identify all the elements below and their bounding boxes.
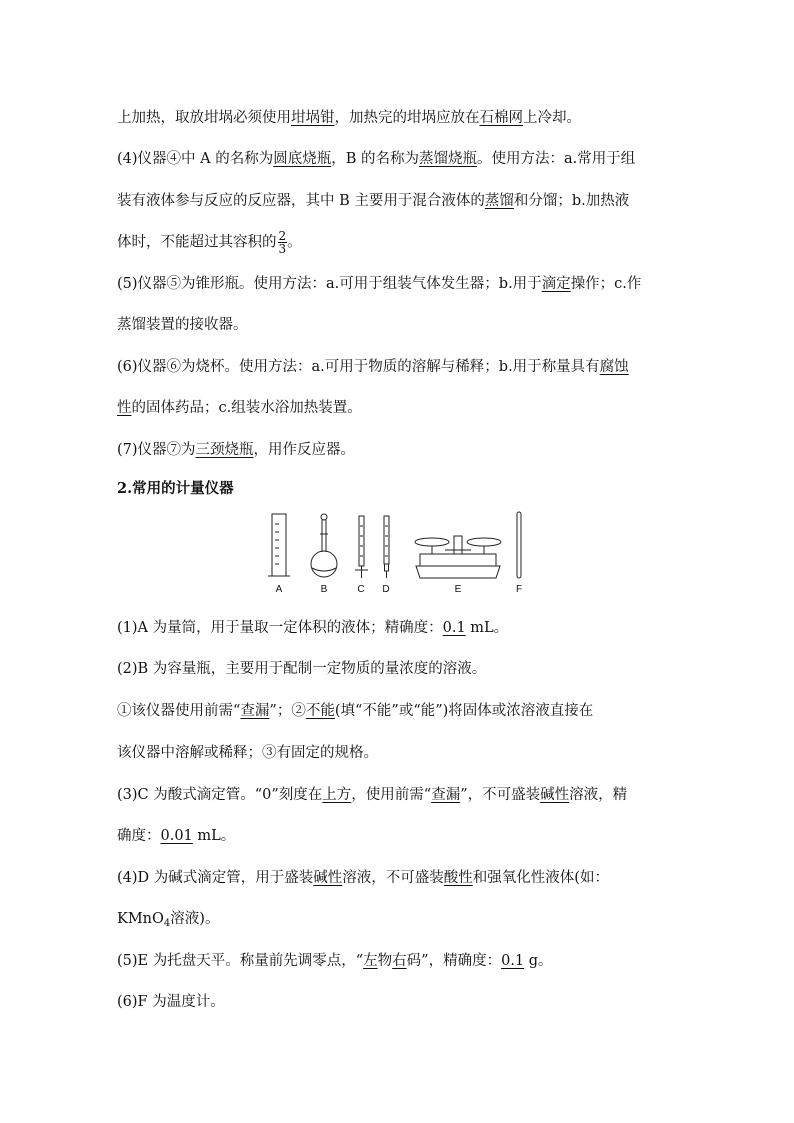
m2b-line2: 该仪器中溶解或稀释；③有固定的规格。 xyxy=(117,745,378,761)
answer-titration: 滴定 xyxy=(541,276,571,292)
item6-line2: 性的固体药品；c.组装水浴加热装置。 xyxy=(117,400,362,416)
answer-burette-precision: 0.01 xyxy=(160,828,193,844)
label-b: B xyxy=(320,584,328,595)
m3-line2: 确度：0.01 mL。 xyxy=(117,828,236,844)
section-heading: 2.常用的计量仪器 xyxy=(117,480,234,497)
acid-burette-drawing xyxy=(355,516,368,578)
answer-leak-check-2: 查漏 xyxy=(431,787,461,803)
answer-corrosive: 腐蚀 xyxy=(599,359,629,375)
m4-line2: KMnO$_4$溶液)。 xyxy=(117,911,220,929)
answer-leak-check: 查漏 xyxy=(240,703,270,719)
answer-round-flask: 圆底烧瓶 xyxy=(273,151,332,167)
answer-alkaline-2: 碱性 xyxy=(313,870,343,886)
m2-line: (2)B 为容量瓶，主要用于配制一定物质的量浓度的溶液。 xyxy=(117,661,487,677)
m3-line1: (3)C 为酸式滴定管。“0”刻度在上方，使用前需“查漏”，不可盛装碱性溶液，精 xyxy=(117,787,628,803)
item4-line1: (4)仪器④中 A 的名称为圆底烧瓶，B 的名称为蒸馏烧瓶。使用方法：a.常用于组 xyxy=(117,151,636,167)
item4-line2: 装有液体参与反应的反应器，其中 B 主要用于混合液体的蒸馏和分馏；b.加热液 xyxy=(117,193,630,209)
m5-line: (5)E 为托盘天平。称量前先调零点，“左物右码”，精确度：0.1 g。 xyxy=(117,953,553,969)
answer-right: 右 xyxy=(392,953,407,969)
answer-distillation: 蒸馏 xyxy=(484,193,514,209)
answer-acidic: 酸性 xyxy=(443,870,473,886)
label-e: E xyxy=(454,584,462,595)
measuring-instruments-figure xyxy=(262,510,532,598)
item5-line1: (5)仪器⑤为锥形瓶。使用方法：a.可用于组装气体发生器；b.用于滴定操作；c.作 xyxy=(117,276,642,292)
label-d: D xyxy=(382,584,390,595)
answer-balance-precision: 0.1 xyxy=(501,953,525,969)
answer-alkaline: 碱性 xyxy=(540,787,570,803)
item6-line1: (6)仪器⑥为烧杯。使用方法：a.可用于物质的溶解与稀释；b.用于称量具有腐蚀 xyxy=(117,359,629,375)
answer-three-neck-flask: 三颈烧瓶 xyxy=(195,442,254,458)
fraction-two-thirds: $\frac{2}{3}$ xyxy=(278,229,287,256)
m4-line1: (4)D 为碱式滴定管，用于盛装碱性溶液，不可盛装酸性和强氧化性液体(如： xyxy=(117,870,609,886)
answer-left: 左 xyxy=(363,953,378,969)
line-heating: 上加热，取放坩埚必须使用坩埚钳，加热完的坩埚应放在石棉网上冷却。 xyxy=(117,110,581,126)
graduated-cylinder-drawing xyxy=(268,514,290,576)
volumetric-flask-drawing xyxy=(311,514,337,577)
answer-cannot: 不能 xyxy=(305,703,335,719)
m1-line: (1)A 为量筒，用于量取一定体积的液体；精确度：0.1 mL。 xyxy=(117,620,509,636)
item4-line3: 体时，不能超过其容积的 $\frac{2}{3}$ 。 xyxy=(117,229,302,256)
answer-distilling-flask: 蒸馏烧瓶 xyxy=(419,151,477,167)
answer-asbestos-net: 石棉网 xyxy=(479,110,523,126)
item5-line2: 蒸馏装置的接收器。 xyxy=(117,317,248,333)
item7-line: (7)仪器⑦为三颈烧瓶，用作反应器。 xyxy=(117,442,356,458)
thermometer-drawing xyxy=(517,512,521,578)
balance-drawing xyxy=(415,536,501,578)
answer-cylinder-precision: 0.1 xyxy=(442,620,466,636)
m2b-line1: ①该仪器使用前需“查漏”；②不能(填“不能”或“能”)将固体或浓溶液直接在 xyxy=(117,703,594,719)
label-a: A xyxy=(275,584,283,595)
label-c: C xyxy=(357,584,365,595)
answer-crucible-tongs: 坩埚钳 xyxy=(291,110,335,126)
answer-top: 上方 xyxy=(322,787,352,803)
label-f: F xyxy=(515,584,523,595)
base-burette-drawing xyxy=(384,516,389,578)
m6-line: (6)F 为温度计。 xyxy=(117,994,225,1010)
